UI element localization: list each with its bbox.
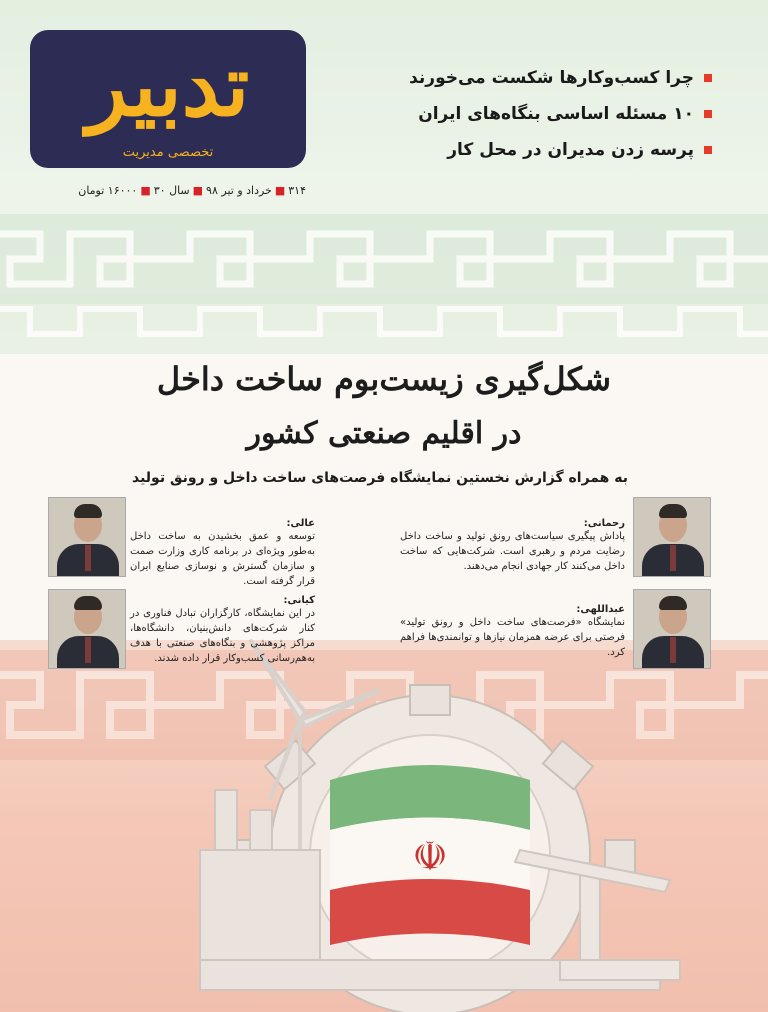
magazine-logo	[30, 30, 306, 168]
cover-headlines	[352, 60, 712, 168]
portrait-abdollahi	[633, 589, 711, 669]
issue-number: ۳۱۴	[288, 184, 306, 197]
logo-title: تدبیر	[86, 36, 250, 135]
quote-keyani	[130, 595, 315, 666]
separator-icon: ■	[140, 184, 151, 197]
portrait-ali	[48, 497, 126, 577]
bullet-icon	[704, 74, 712, 82]
quote-keyani-name: کیانی:	[283, 595, 315, 606]
bullet-icon	[704, 110, 712, 118]
main-title-line1: شکل‌گیری زیست‌بوم ساخت داخل	[156, 360, 612, 398]
quote-abdollahi-name: عبداللهی:	[576, 604, 625, 615]
main-title-line2: در اقلیم صنعتی کشور	[246, 416, 522, 451]
issue-date: خرداد و تیر ۹۸	[206, 184, 272, 197]
portrait-rahmani	[633, 497, 711, 577]
portrait-keyani	[48, 589, 126, 669]
separator-icon: ■	[192, 184, 204, 197]
headline-item[interactable]: ۱۰ مسئله اساسی بنگاه‌های ایران	[352, 96, 712, 132]
quote-rahmani-name: رحمانی:	[583, 518, 625, 529]
headline-item[interactable]: چرا کسب‌وکارها شکست می‌خورند	[352, 60, 712, 96]
issue-price: ۱۶۰۰۰ تومان	[78, 184, 138, 197]
issue-info	[36, 184, 306, 197]
issue-year: سال ۳۰	[153, 184, 190, 197]
quote-ali-name: عالی:	[286, 518, 315, 529]
quote-abdollahi-text: نمایشگاه «فرصت‌های ساخت داخل و رونق تولید» فرصتی برای عرضه همزمان نیازها و توانمندی‌ها فراهم کرد.	[400, 617, 625, 658]
separator-icon: ■	[274, 184, 286, 197]
cover-subtitle: به همراه گزارش نخستین نمایشگاه فرصت‌های ساخت داخل و رونق تولید	[131, 470, 629, 486]
bullet-icon	[704, 146, 712, 154]
logo-tagline: تخصصی مدیریت	[122, 145, 214, 160]
svg-text:☫: ☫	[412, 834, 448, 880]
quote-rahmani	[400, 518, 625, 574]
quote-rahmani-text: پاداش پیگیری سیاست‌های رونق تولید و ساخت داخل رضایت مردم و رهبری است. شرکت‌هایی که ساخت داخل می‌کنند کار جهادی انجام می‌دهند.	[400, 531, 625, 572]
headline-item[interactable]: پرسه زدن مدیران در محل کار	[352, 132, 712, 168]
iran-flag-icon	[330, 765, 530, 945]
quote-keyani-text: در این نمایشگاه، کارگزاران تبادل فناوری در کنار شرکت‌های دانش‌بنیان، دانشگاه‌ها، مراکز پژوهشی و بنگاه‌های صنعتی با هدف به‌هم‌رسانی کسب‌وکار قرار داده شدند.	[130, 608, 315, 664]
quote-ali-text: توسعه و عمق بخشیدن به ساخت داخل به‌طور ویژه‌ای در برنامه کاری وزارت صمت و سازمان گسترش و نوسازی صنایع ایران قرار گرفته است.	[130, 531, 315, 587]
green-kufic-band	[0, 214, 768, 304]
green-kufic-band-lower	[0, 294, 768, 354]
quote-abdollahi	[400, 604, 625, 660]
quote-ali	[130, 518, 315, 589]
